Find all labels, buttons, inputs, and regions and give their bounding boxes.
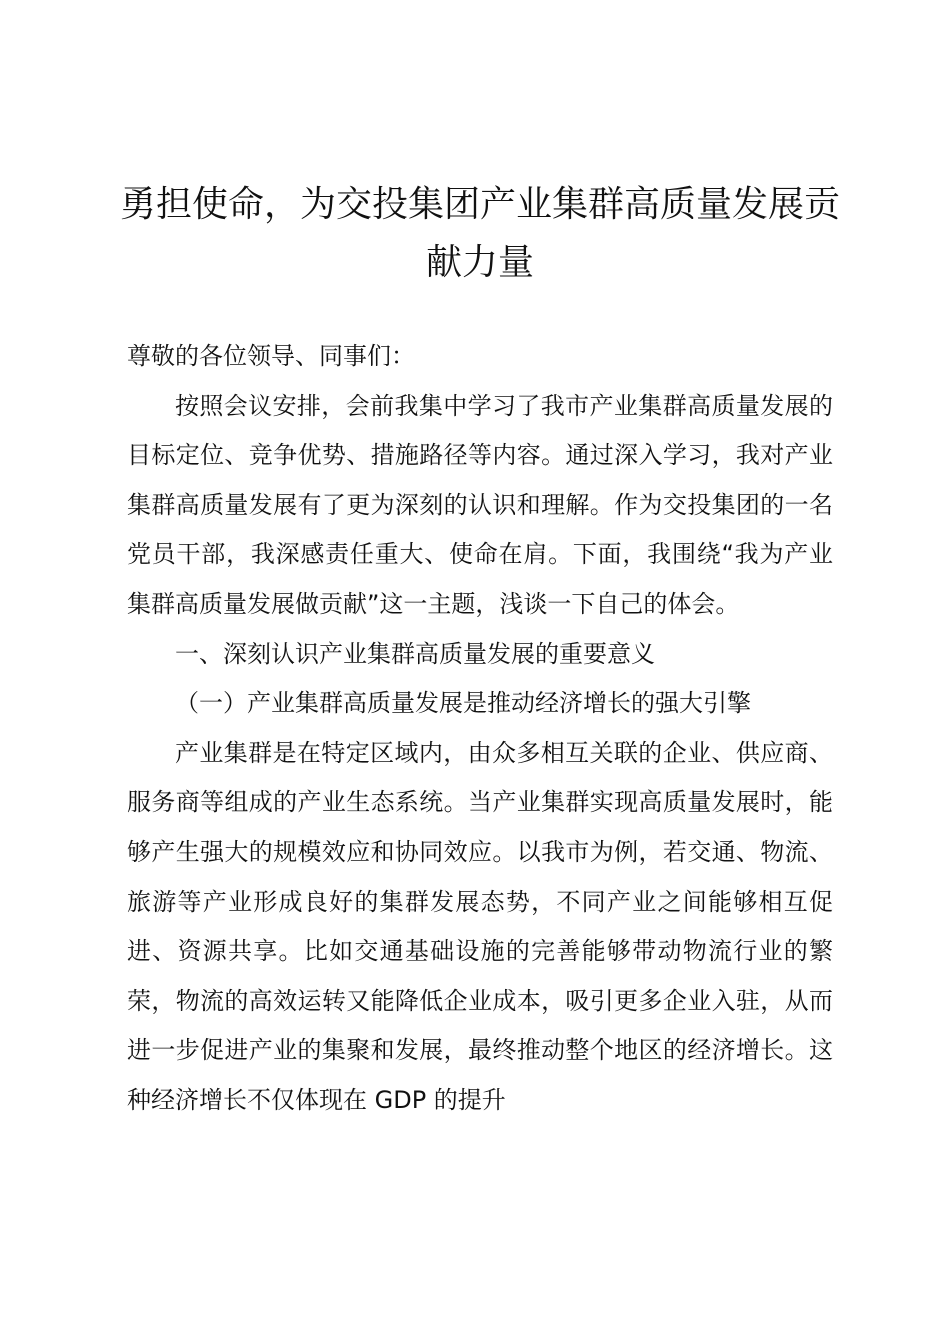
section-heading: 一、深刻认识产业集群高质量发展的重要意义 [175,639,655,668]
document-title [110,176,850,292]
subsection-heading: （一）产业集群高质量发展是推动经济增长的强大引擎 [175,689,751,718]
document-body [127,332,833,1126]
document-title-text: 勇担使命，为交投集团产业集群高质量发展贡献力量 [119,184,840,283]
salutation: 尊敬的各位领导、同事们： [127,342,415,370]
intro-paragraph: 按照会议安排，会前我集中学习了我市产业集群高质量发展的目标定位、竞争优势、措施路径等内容。通过深入学习，我对产业集群高质量发展有了更为深刻的认识和理解。作为交投集团的一名党员干部，我深感责任重大、使命在肩。下面，我围绕“我为产业集群高质量发展做贡献”这一主题，浅谈一下自己的体会。 [127,391,833,618]
body-paragraph: 产业集群是在特定区域内，由众多相互关联的企业、供应商、服务商等组成的产业生态系统。当产业集群实现高质量发展时，能够产生强大的规模效应和协同效应。以我市为例，若交通、物流、旅游等产业形成良好的集群发展态势，不同产业之间能够相互促进、资源共享。比如交通基础设施的完善能够带动物流行业的繁荣，物流的高效运转又能降低企业成本，吸引更多企业入驻，从而进一步促进产业的集聚和发展，最终推动整个地区的经济增长。这种经济增长不仅体现在 GDP 的提升 [127,738,833,1114]
